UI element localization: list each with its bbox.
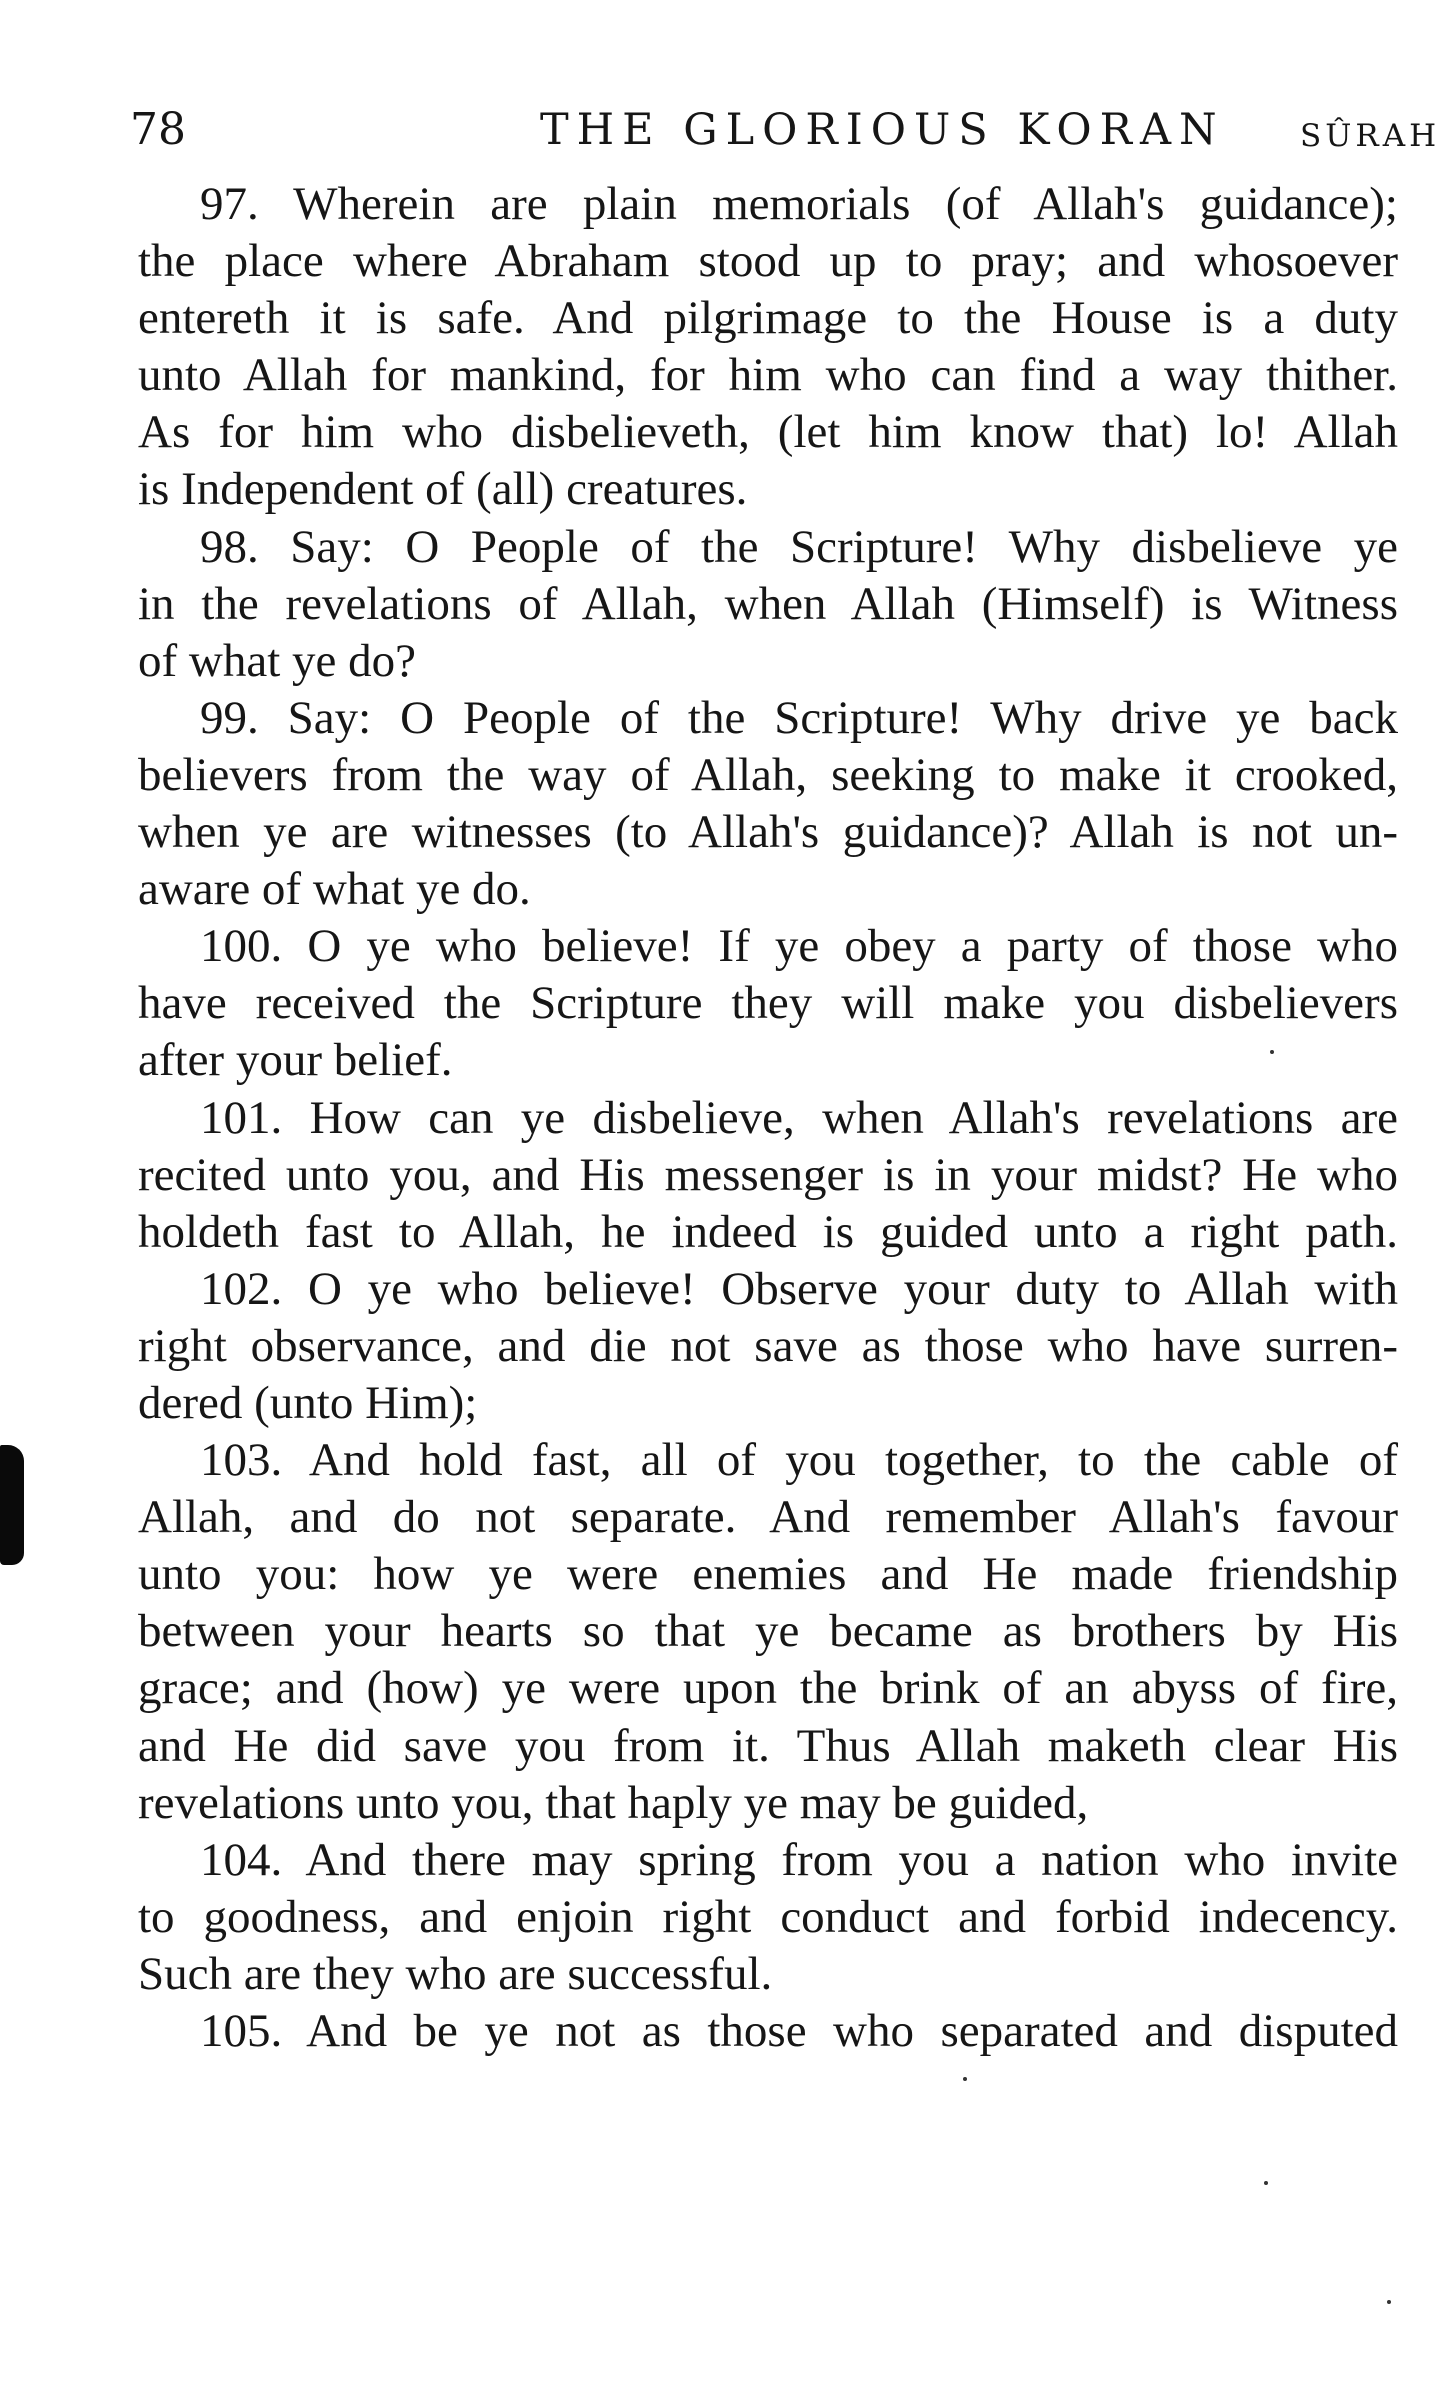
text-line: Allah, and do not separate. And remember Allah's favour: [138, 1491, 1398, 1544]
text-line: grace; and (how) ye were upon the brink of an abyss of fire,: [138, 1662, 1398, 1715]
text-line: 101. How can ye disbelieve, when Allah's revelations are: [200, 1091, 1398, 1144]
text-line: aware of what ye do.: [138, 863, 531, 916]
verse-text-block: [138, 176, 1398, 2060]
text-line: believers from the way of Allah, seeking to make it crooked,: [138, 748, 1398, 801]
text-line: to goodness, and enjoin right conduct and forbid indecency.: [138, 1890, 1398, 1943]
text-line: after your belief.: [138, 1034, 453, 1087]
text-line: right observance, and die not save as those who have surren-: [138, 1319, 1398, 1372]
ink-blot: [0, 1445, 24, 1565]
text-line: in the revelations of Allah, when Allah (Himself) is Witness: [138, 577, 1398, 630]
text-line: 98. Say: O People of the Scripture! Why disbelieve ye: [200, 520, 1398, 573]
text-line: 104. And there may spring from you a nation who invite: [200, 1833, 1398, 1886]
text-line: 97. Wherein are plain memorials (of Allah's guidance);: [200, 178, 1398, 230]
text-line: 99. Say: O People of the Scripture! Why drive ye back: [200, 691, 1398, 744]
text-line: the place where Abraham stood up to pray; and whosoever: [138, 235, 1398, 288]
text-line: 105. And be ye not as those who separated and disputed: [200, 2005, 1398, 2057]
section-label: SÛRAH: [1300, 118, 1441, 154]
text-line: unto Allah for mankind, for him who can find a way thither.: [138, 349, 1398, 402]
paper-speck: [1270, 1050, 1274, 1054]
text-line: dered (unto Him);: [138, 1376, 478, 1429]
text-line: and He did save you from it. Thus Allah maketh clear His: [138, 1719, 1398, 1772]
text-line: 100. O ye who believe! If ye obey a party of those who: [200, 920, 1398, 973]
text-line: have received the Scripture they will make you disbelievers: [138, 977, 1398, 1030]
paper-speck: [1264, 2181, 1268, 2185]
text-line: holdeth fast to Allah, he indeed is guided unto a right path.: [138, 1205, 1398, 1258]
running-title: THE GLORIOUS KORAN: [540, 105, 1225, 155]
text-line: 102. O ye who believe! Observe your duty to Allah with: [200, 1262, 1398, 1315]
text-line: unto you: how ye were enemies and He made friendship: [138, 1548, 1398, 1601]
text-line: between your hearts so that ye became as brothers by His: [138, 1605, 1398, 1658]
text-line: revelations unto you, that haply ye may be guided,: [138, 1776, 1089, 1829]
text-line: Such are they who are successful.: [138, 1947, 773, 2000]
paper-speck: [1387, 2300, 1391, 2304]
text-line: As for him who disbelieveth, (let him know that) lo! Allah: [138, 406, 1398, 459]
text-line: when ye are witnesses (to Allah's guidance)? Allah is not un-: [138, 806, 1398, 859]
text-line: is Independent of (all) creatures.: [138, 463, 748, 516]
page-header: [130, 100, 1441, 160]
text-line: of what ye do?: [138, 634, 416, 687]
text-line: entereth it is safe. And pilgrimage to the House is a duty: [138, 292, 1398, 345]
paper-speck: [963, 2077, 967, 2081]
page-number: 78: [130, 104, 186, 155]
text-line: recited unto you, and His messenger is in your midst? He who: [138, 1148, 1398, 1201]
text-line: 103. And hold fast, all of you together, to the cable of: [200, 1434, 1398, 1487]
